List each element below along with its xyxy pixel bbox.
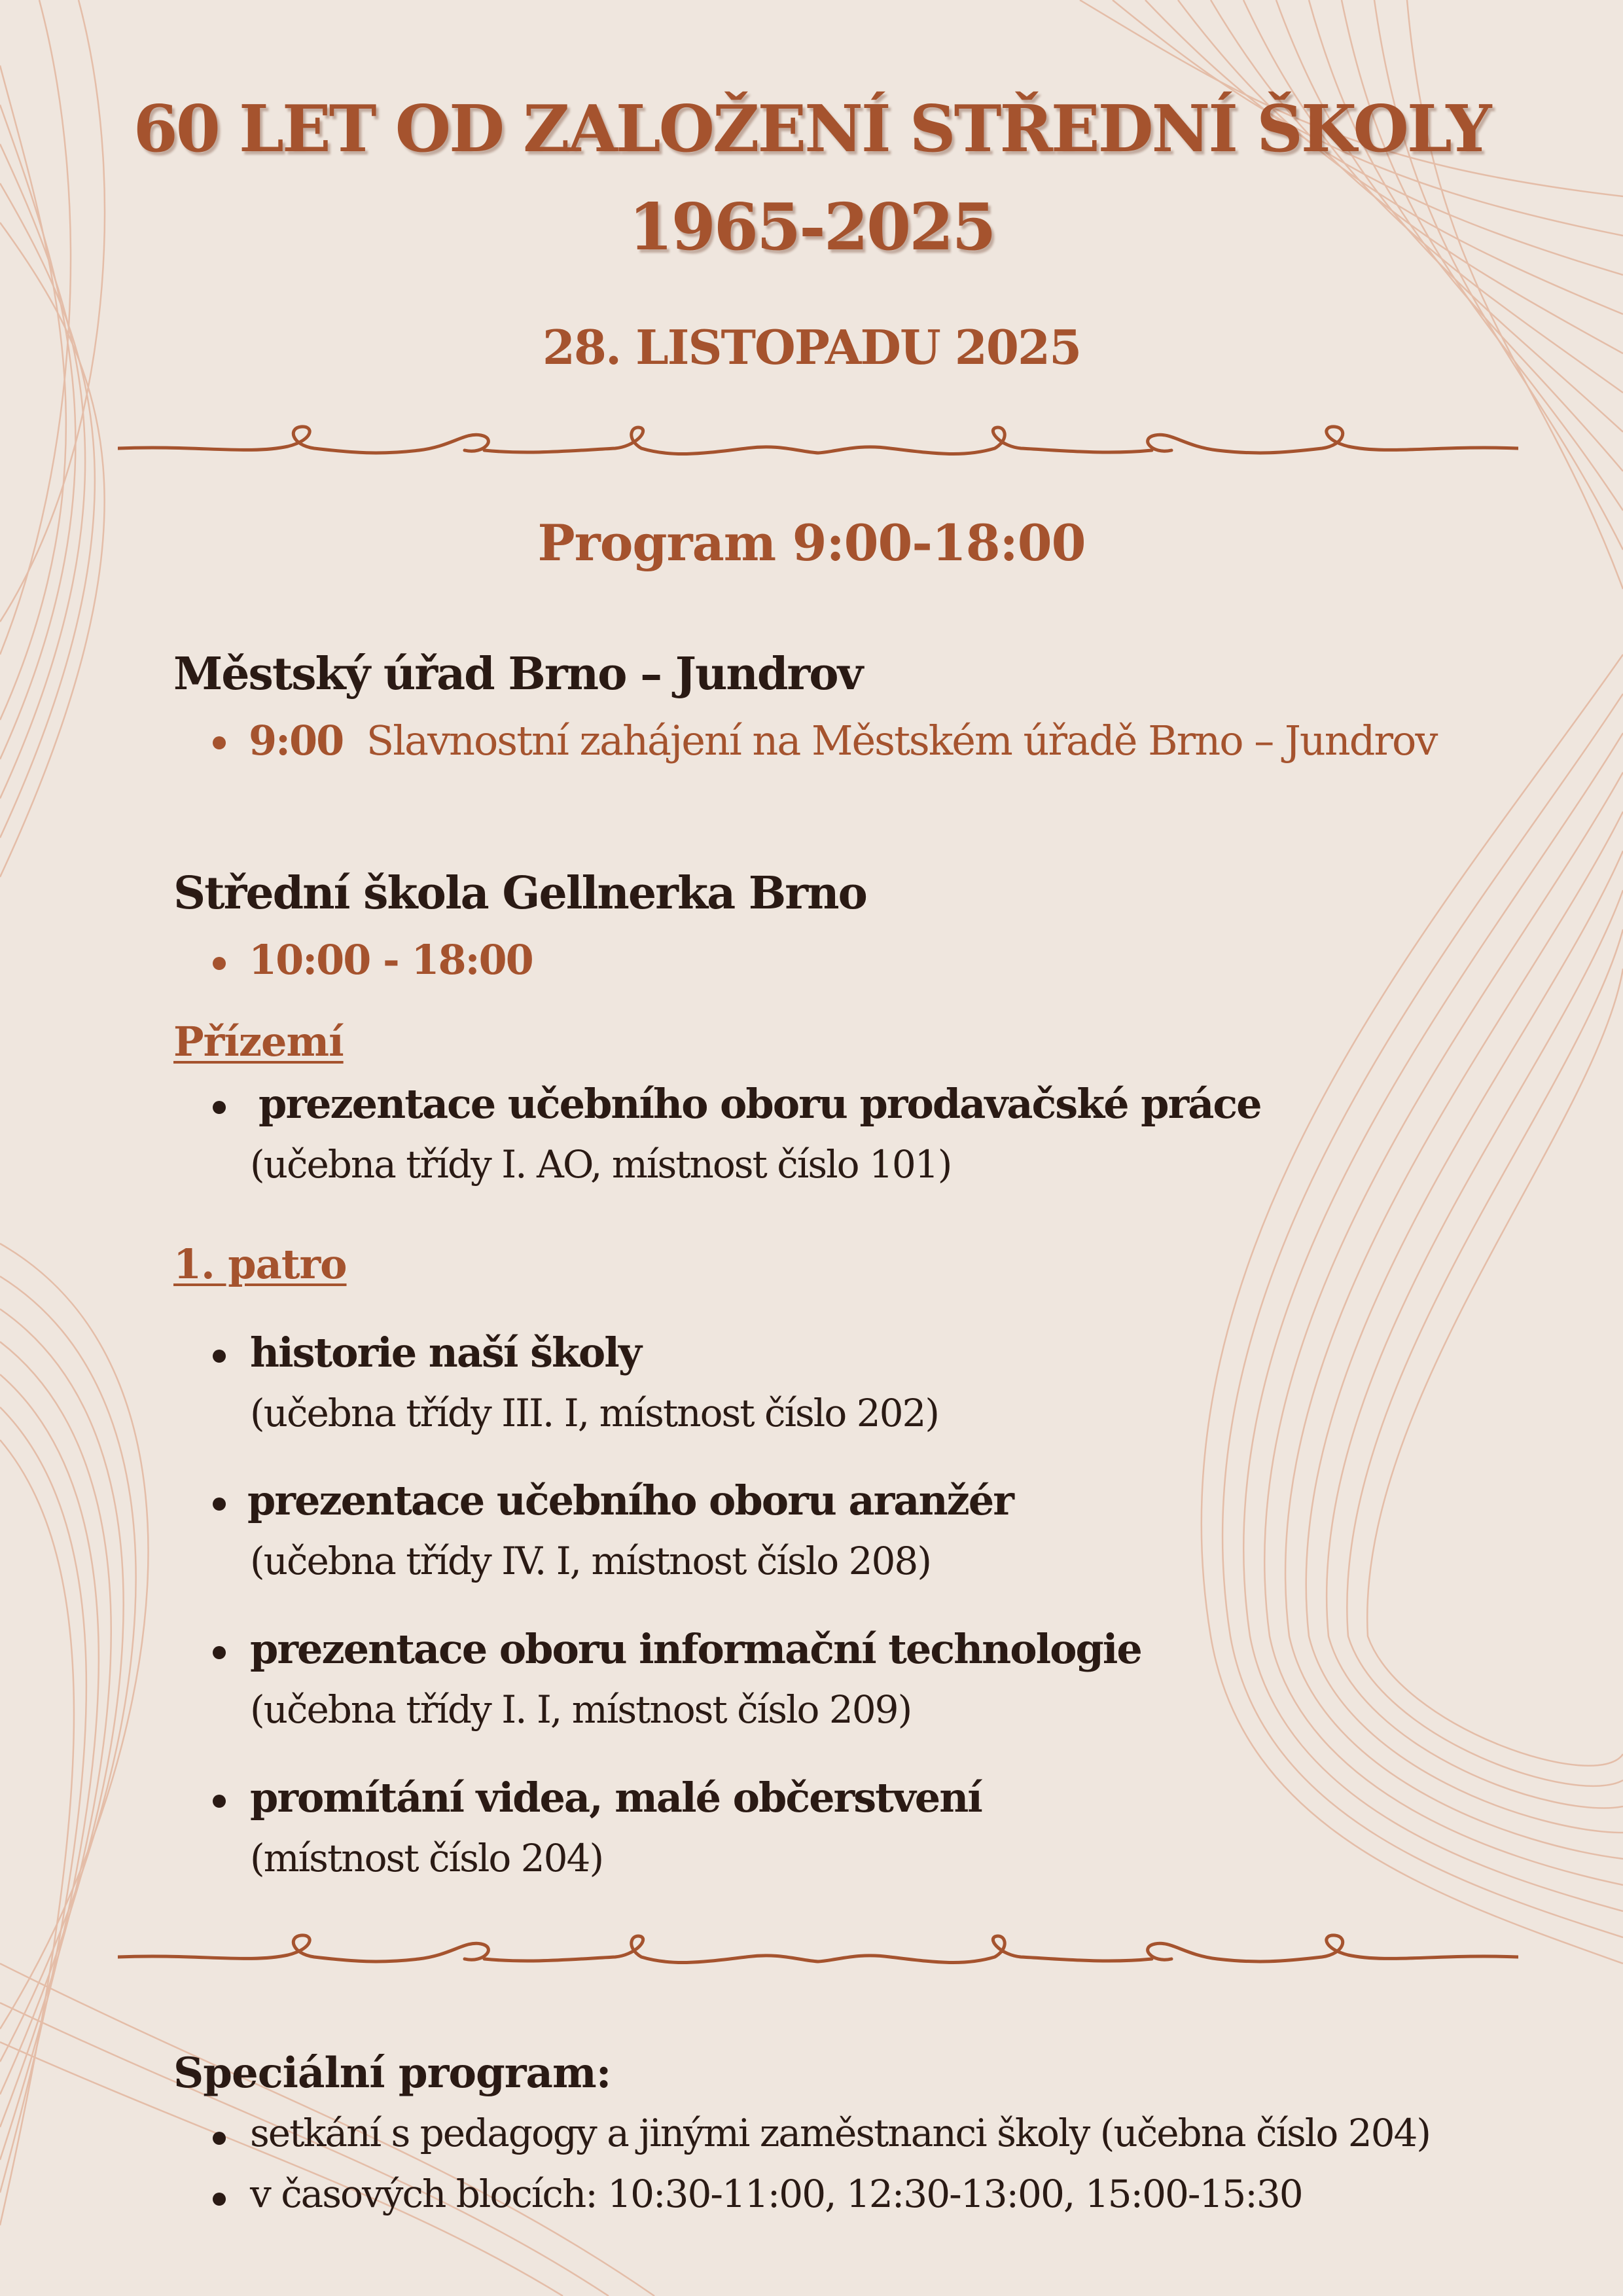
- bullet-icon: [213, 1101, 226, 1114]
- special-item: v časových blocích: 10:30-11:00, 12:30-13:00, 15:00-15:30: [250, 2172, 1302, 2216]
- section-heading-gellnerka: Střední škola Gellnerka Brno: [173, 867, 866, 920]
- bullet-icon: [213, 2193, 226, 2206]
- bullet-icon: [213, 1646, 226, 1659]
- school-time: 10:00 - 18:00: [249, 936, 533, 984]
- page-subtitle-years: 1965-2025: [628, 190, 995, 265]
- list-item-title: prezentace učebního oboru aranžér: [247, 1477, 1013, 1524]
- item-time: 9:00: [249, 717, 344, 764]
- list-item-subtitle: (učebna třídy I. AO, místnost číslo 101): [250, 1142, 952, 1187]
- program-time-heading: Program 9:00-18:00: [537, 514, 1086, 572]
- page-title: 60 LET OD ZALOŽENÍ STŘEDNÍ ŠKOLY: [133, 92, 1490, 167]
- bullet-icon: [213, 736, 226, 749]
- list-item-subtitle: (učebna třídy III. I, místnost číslo 202): [250, 1391, 939, 1435]
- list-item: [249, 717, 1436, 764]
- list-item-title: prezentace učebního oboru prodavačské práce: [259, 1080, 1261, 1128]
- bullet-icon: [213, 2132, 226, 2145]
- special-item: setkání s pedagogy a jinými zaměstnanci školy (učebna číslo 204): [250, 2111, 1431, 2155]
- bullet-icon: [213, 1498, 226, 1511]
- event-date: 28. LISTOPADU 2025: [542, 319, 1081, 375]
- bullet-icon: [213, 957, 226, 970]
- item-text: Slavnostní zahájení na Městském úřadě Brno – Jundrov: [366, 717, 1437, 764]
- list-item-title: historie naší školy: [250, 1329, 641, 1376]
- floor-label-ground: Přízemí: [173, 1018, 344, 1066]
- section-heading-mestsky-urad: Městský úřad Brno – Jundrov: [173, 648, 863, 700]
- list-item-subtitle: (učebna třídy I. I, místnost číslo 209): [250, 1687, 912, 1732]
- list-item-title: prezentace oboru informační technologie: [250, 1625, 1141, 1673]
- bullet-icon: [213, 1795, 226, 1808]
- bullet-icon: [213, 1350, 226, 1363]
- special-program-heading: Speciální program:: [173, 2049, 611, 2098]
- list-item-title: promítání videa, malé občerstvení: [250, 1774, 982, 1821]
- flourish-divider-top: [118, 419, 1518, 471]
- list-item-subtitle: (učebna třídy IV. I, místnost číslo 208): [250, 1539, 931, 1583]
- list-item-subtitle: (místnost číslo 204): [250, 1836, 603, 1880]
- flourish-divider-bottom: [118, 1928, 1518, 1980]
- floor-label-first: 1. patro: [173, 1240, 347, 1288]
